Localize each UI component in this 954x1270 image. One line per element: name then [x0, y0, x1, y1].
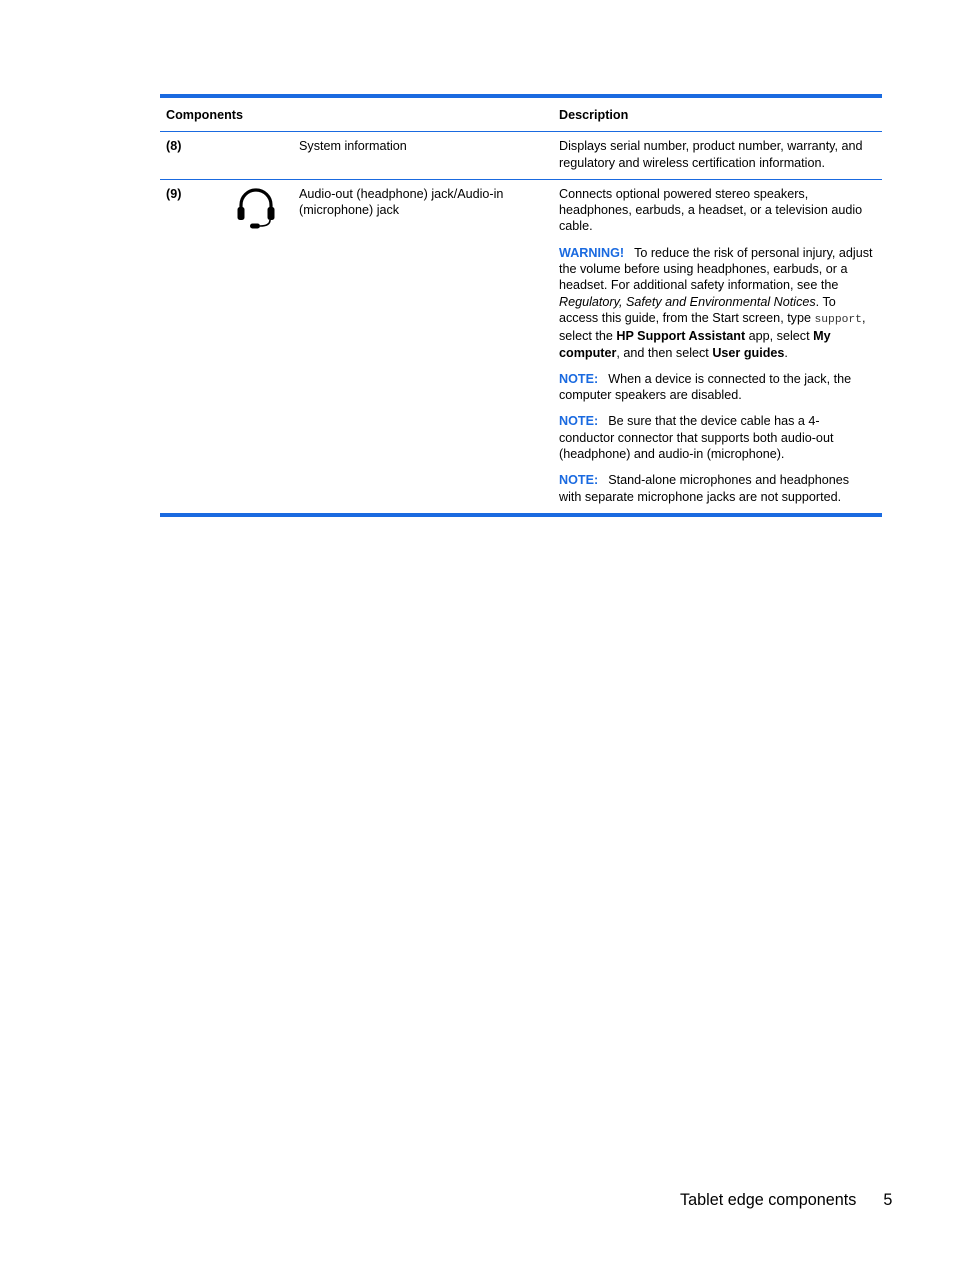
row-number: (8) [166, 139, 182, 154]
section-title: Tablet edge components [680, 1191, 857, 1209]
note-paragraph [559, 371, 874, 404]
table-row [160, 132, 882, 180]
note-label: NOTE: [559, 371, 599, 386]
warning-text: To reduce the risk of personal injury, adjust the volume before using headphones, earbuds, or a headset. For additional safety information, see the [559, 245, 873, 293]
component-description [553, 179, 882, 513]
note-text: Stand-alone microphones and headphones with separate microphone jacks are not supported. [559, 473, 850, 504]
note-label: NOTE: [559, 473, 599, 488]
note-paragraph [559, 413, 874, 462]
warning-paragraph [559, 245, 874, 361]
warning-text: , and then select [616, 345, 709, 360]
warning-text: app, select [748, 329, 810, 344]
components-header: Components [166, 108, 243, 122]
note-label: NOTE: [559, 414, 599, 429]
row-number: (9) [166, 186, 182, 201]
page-footer [680, 1191, 892, 1210]
typed-command: support [814, 313, 862, 326]
warning-text: . [784, 345, 788, 360]
description-text: Connects optional powered stereo speakers, headphones, earbuds, a headset, or a television audio cable. [559, 186, 863, 234]
app-name: HP Support Assistant [616, 329, 746, 344]
submenu-item-name: User guides [712, 345, 785, 360]
note-text: Be sure that the device cable has a 4-conductor connector that supports both audio-out (headphone) and audio-in (microphone). [559, 414, 834, 462]
component-description [553, 132, 882, 180]
description-header: Description [559, 108, 629, 122]
menu-item-name: My computer [559, 329, 831, 360]
warning-label: WARNING! [559, 245, 625, 260]
note-text: When a device is connected to the jack, the computer speakers are disabled. [559, 371, 852, 403]
document-title: Regulatory, Safety and Environmental Notices [559, 294, 816, 309]
warning-text: , select the [559, 310, 866, 344]
headphone-icon [236, 186, 276, 230]
description-text: Displays serial number, product number, warranty, and regulatory and wireless certification information. [559, 139, 863, 170]
note-paragraph [559, 472, 874, 505]
warning-text: . To access this guide, from the Start screen, type [559, 294, 836, 325]
table-row [160, 179, 882, 513]
component-name: Audio-out (headphone) jack/Audio-in (microphone) jack [299, 186, 504, 218]
component-name: System information [299, 139, 407, 154]
table-header-row [160, 98, 882, 132]
row-icon-cell [228, 132, 293, 180]
page-number: 5 [883, 1191, 893, 1209]
row-icon-cell [228, 179, 293, 513]
components-table [160, 94, 882, 517]
